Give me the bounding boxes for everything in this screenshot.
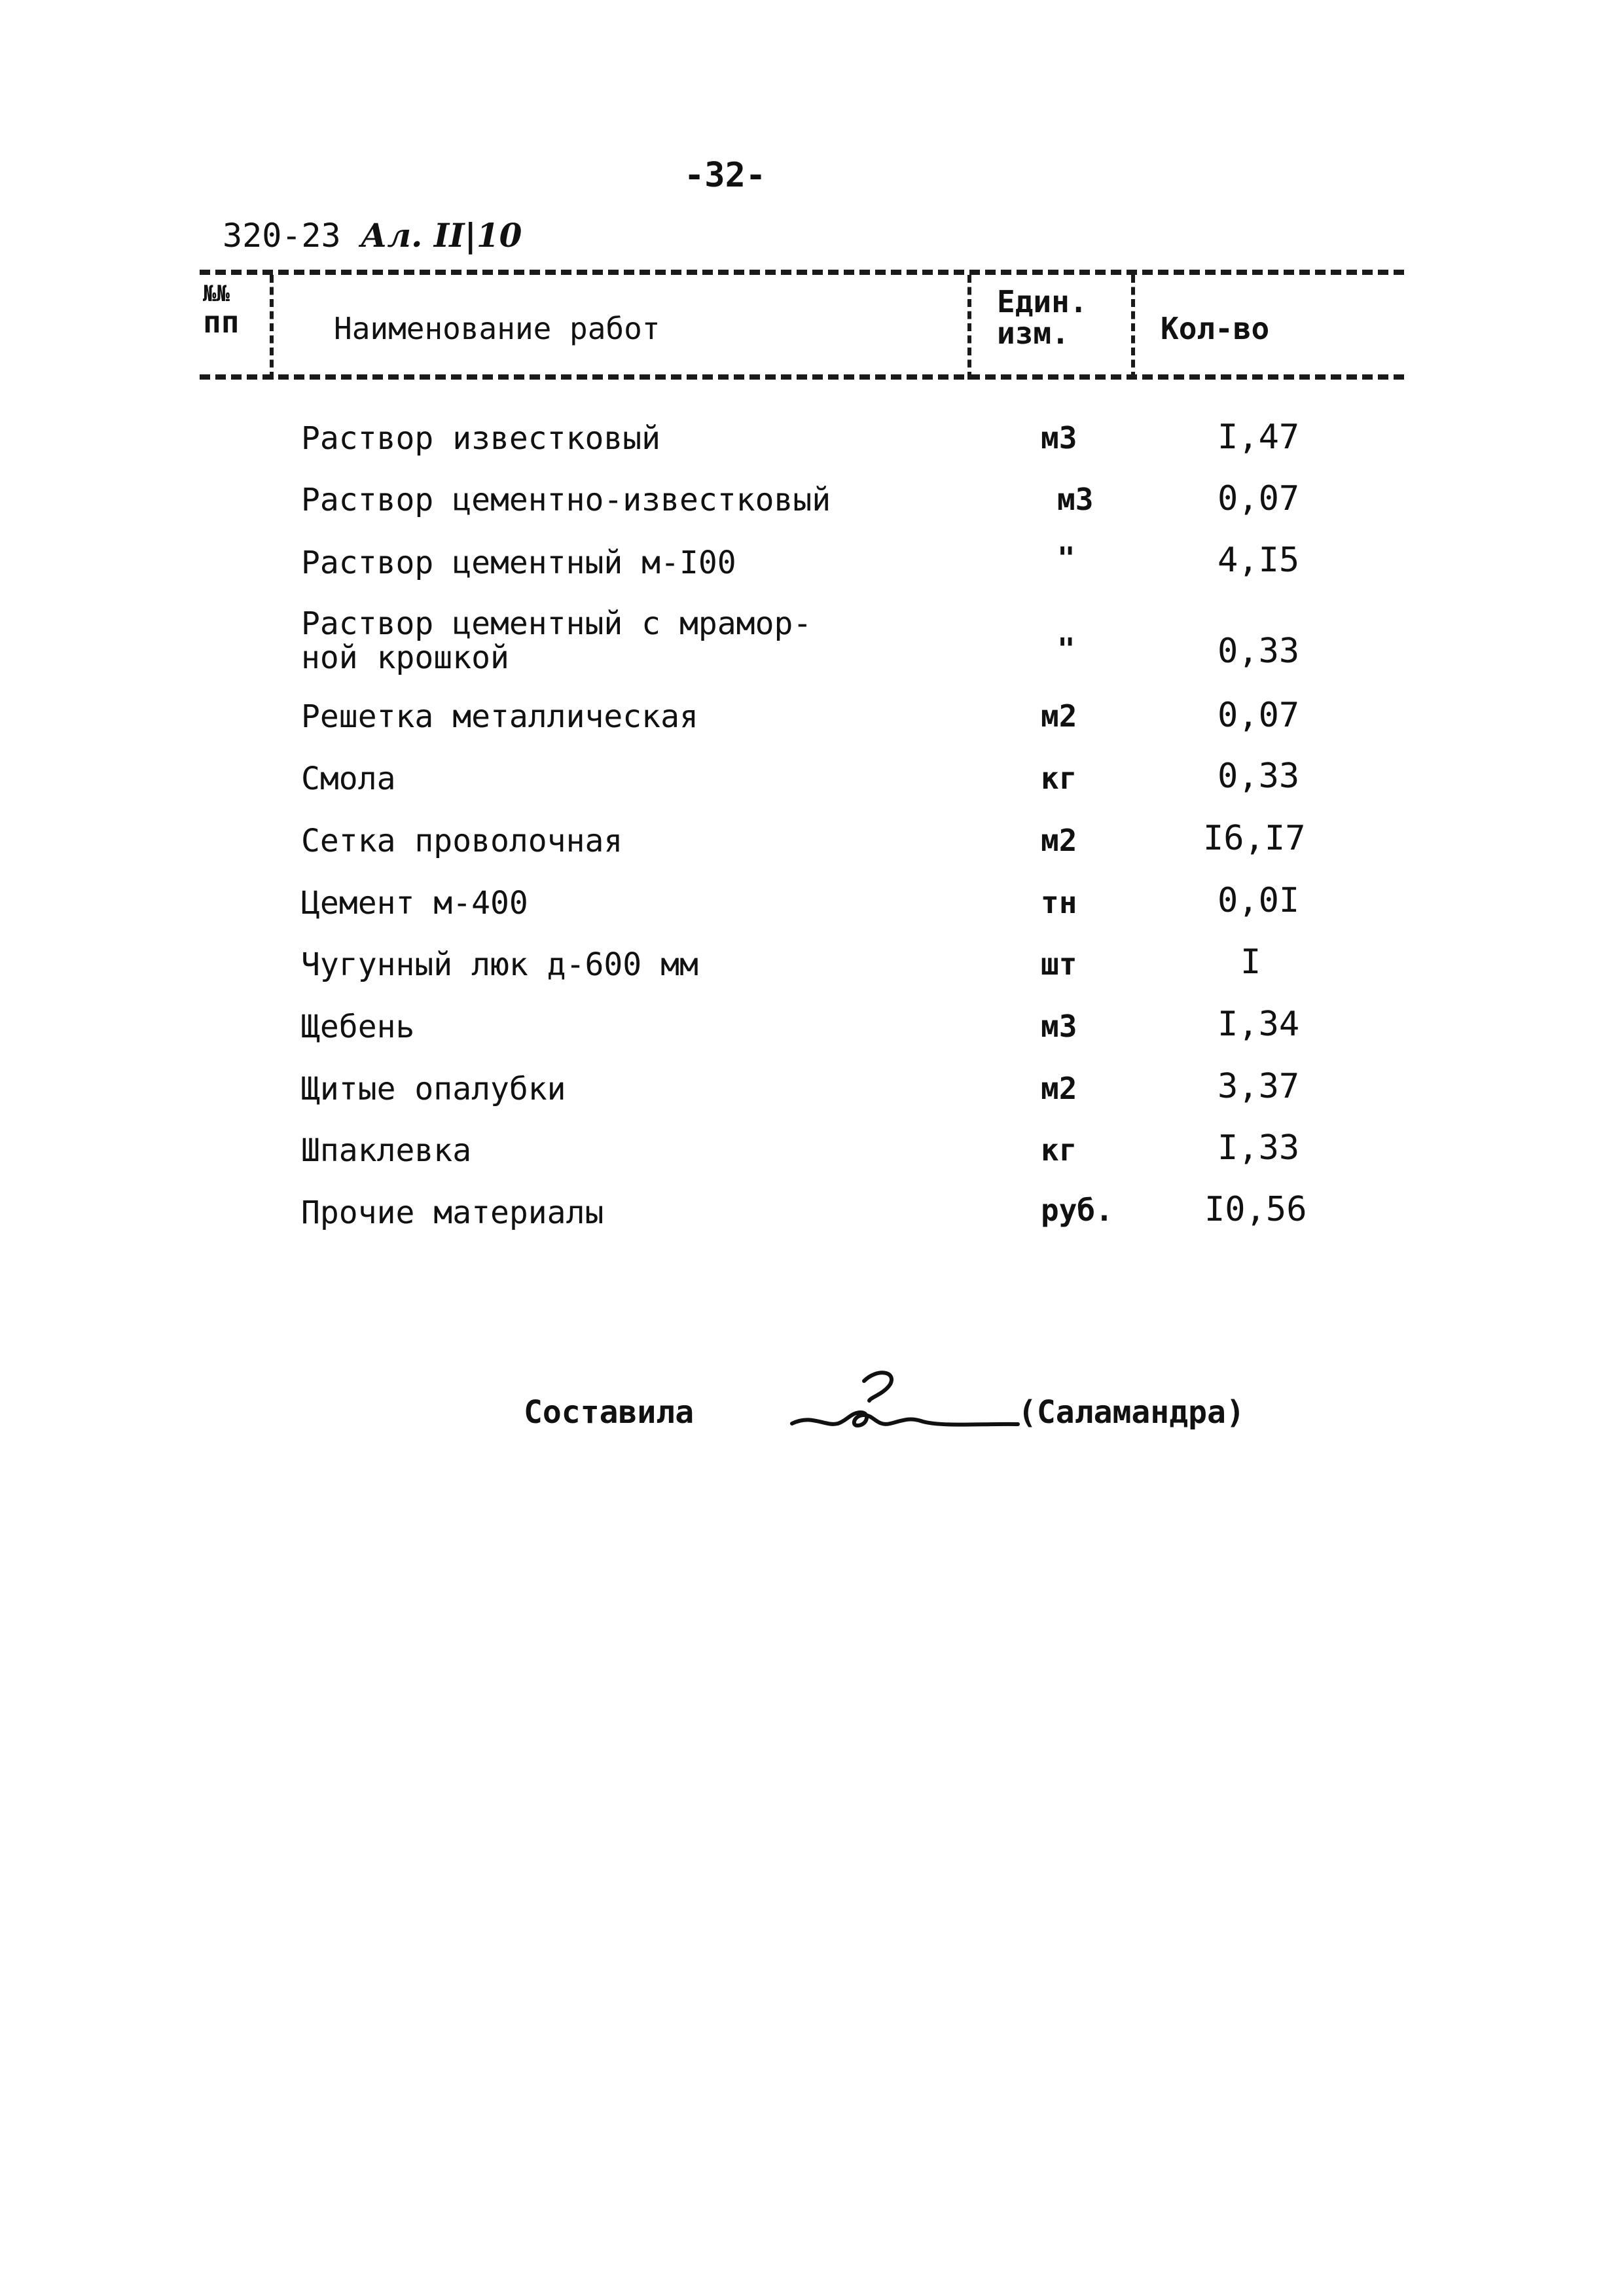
row-name: Раствор известковый	[301, 420, 661, 457]
row-unit: "	[1057, 541, 1075, 576]
row-unit: м3	[1057, 482, 1094, 517]
row-unit: м2	[1041, 1071, 1077, 1106]
row-name: Решетка металлическая	[301, 698, 698, 735]
row-unit: м3	[1041, 1009, 1077, 1044]
header-num: №№ пп	[203, 281, 240, 340]
row-unit: кг	[1041, 761, 1077, 796]
page-number: -32-	[684, 156, 767, 195]
row-name: Смола	[301, 761, 396, 797]
row-qty: 0,33	[1218, 757, 1300, 796]
row-qty: I0,56	[1204, 1190, 1307, 1229]
row-qty: 0,0I	[1218, 881, 1300, 920]
compiled-by-label: Составила	[524, 1394, 695, 1431]
row-qty: 4,I5	[1218, 541, 1300, 580]
row-qty: 0,33	[1218, 632, 1300, 671]
compiler-name: (Саламандра)	[1018, 1394, 1245, 1431]
row-qty: I,47	[1218, 418, 1300, 457]
document-code-typed: 320-23	[223, 217, 341, 255]
row-name: Сетка проволочная	[301, 823, 623, 859]
column-divider-num	[270, 275, 274, 380]
row-unit: тн	[1041, 885, 1077, 920]
row-unit: кг	[1041, 1132, 1077, 1168]
row-unit: "	[1057, 632, 1075, 667]
row-name: Щебень	[301, 1009, 415, 1045]
row-unit: м2	[1041, 698, 1077, 734]
table-header-bottom-rule	[200, 374, 1404, 380]
row-name-line2: ной крошкой	[301, 639, 509, 676]
column-divider-unit	[1131, 275, 1135, 380]
row-unit: м2	[1041, 823, 1077, 858]
row-name-line1: Раствор цементный с мрамор-	[301, 605, 812, 642]
header-name: Наименование работ	[334, 311, 660, 346]
row-name: Шпаклевка	[301, 1132, 472, 1169]
column-divider-name	[967, 275, 971, 380]
row-name: Щитые опалубки	[301, 1071, 566, 1107]
document-code	[223, 216, 522, 255]
row-name: Раствор цементный м-I00	[301, 545, 736, 581]
row-unit: шт	[1041, 946, 1077, 982]
row-qty: 0,07	[1218, 696, 1300, 735]
row-qty: I6,I7	[1203, 819, 1306, 858]
row-unit: м3	[1041, 420, 1077, 456]
row-qty: 3,37	[1218, 1067, 1300, 1106]
row-qty: I,33	[1218, 1128, 1300, 1168]
row-qty: I	[1240, 942, 1261, 982]
row-qty: 0,07	[1218, 479, 1300, 518]
row-qty: I,34	[1218, 1005, 1300, 1044]
row-unit: руб.	[1041, 1193, 1113, 1228]
handwritten-signature	[785, 1361, 1021, 1440]
table-top-rule	[200, 270, 1404, 275]
header-qty: Кол-во	[1161, 311, 1270, 346]
header-unit: Един. изм.	[997, 284, 1088, 351]
row-name: Раствор цементно-известковый	[301, 482, 831, 518]
row-name: Чугунный люк д-600 мм	[301, 946, 698, 983]
row-name: Прочие материалы	[301, 1194, 604, 1231]
row-name: Цемент м-400	[301, 885, 528, 922]
document-code-handwritten: Ал. II|10	[360, 216, 522, 255]
